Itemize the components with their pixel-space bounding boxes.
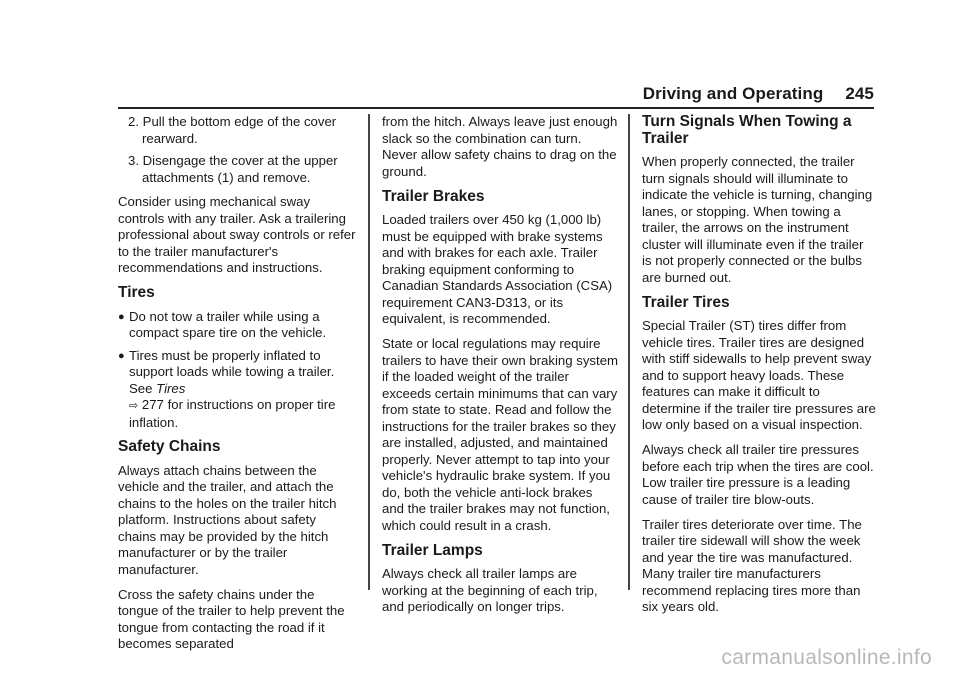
column-3 bbox=[642, 114, 876, 624]
page-reference-icon: ⇨ bbox=[129, 400, 139, 412]
column-2 bbox=[382, 114, 618, 624]
paragraph: Trailer tires deteriorate over time. The trailer tire sidewall will show the week and year the tire was manufactured. Many trailer tire manufacturers recommend replacing tires more than six years old. bbox=[642, 516, 862, 614]
paragraph: Always check all trailer lamps are working at the beginning of each trip, and periodically on longer trips. bbox=[382, 566, 598, 614]
section-heading: Trailer Lamps bbox=[382, 541, 483, 559]
paragraph: Always check all trailer tire pressures before each trip when the tires are cool. Low trailer tire pressure is a leading cause of trailer tire blow-outs. bbox=[642, 442, 874, 507]
list-item: 3. Disengage the cover at the upper attachments (1) and remove. bbox=[128, 153, 338, 185]
paragraph: Cross the safety chains under the tongue of the trailer to help prevent the tongue from contacting the road if it becomes separated bbox=[118, 586, 345, 651]
column-1 bbox=[118, 114, 356, 661]
page-number: 245 bbox=[845, 84, 874, 103]
section-heading: Turn Signals When Towing a Trailer bbox=[642, 113, 852, 147]
numbered-list bbox=[118, 114, 356, 186]
section-heading: Safety Chains bbox=[118, 438, 221, 455]
bullet-icon: ● bbox=[118, 310, 125, 323]
column-divider bbox=[628, 114, 630, 590]
paragraph: When properly connected, the trailer turn signals should will illuminate to indicate the vehicle is turning, changing lanes, or stopping. When towing a trailer, the arrows on the instrument cluster will illuminate even if the trailer is not properly connected or the bulbs are burned out. bbox=[642, 154, 873, 285]
cross-reference-link[interactable]: Tires bbox=[156, 380, 186, 396]
reference-page[interactable]: 277 bbox=[141, 397, 164, 412]
list-item: 2. Pull the bottom edge of the cover rearward. bbox=[128, 114, 337, 146]
paragraph: Consider using mechanical sway controls with any trailer. Ask a trailering professional about sway controls or refer to the trailer manufacturer's recommendations and instructions. bbox=[118, 194, 356, 275]
bullet-item bbox=[118, 348, 356, 432]
running-header bbox=[643, 84, 874, 104]
paragraph: Special Trailer (ST) tires differ from vehicle tires. Trailer tires are designed with stiff sidewalls to help prevent sway and to support heavy loads. These features can make it difficult to determine if the trailer tire pressures are low only based on a visual inspection. bbox=[642, 318, 876, 432]
header-rule bbox=[118, 107, 874, 109]
paragraph: Always attach chains between the vehicle and the trailer, and attach the chains to the holes on the trailer hitch platform. Instructions about safety chains may be provided by the hitch manufacturer or by the trailer manufacturer. bbox=[118, 462, 337, 577]
paragraph: Loaded trailers over 450 kg (1,000 lb) must be equipped with brake systems and with brakes for each axle. Trailer braking equipment conforming to Canadian Standards Association (CSA) requirement CAN3-D313, or its equivalent, is recommended. bbox=[382, 212, 613, 326]
section-heading: Tires bbox=[118, 284, 155, 301]
bullet-text: Tires must be properly inflated to support loads while towing a trailer. See Tires ⇨ 277 for instructions on proper tire inflation. bbox=[129, 347, 336, 430]
watermark: carmanualsonline.info bbox=[721, 646, 932, 669]
section-heading: Trailer Tires bbox=[642, 293, 730, 311]
paragraph: from the hitch. Always leave just enough slack so the combination can turn. Never allow safety chains to drag on the ground. bbox=[382, 114, 618, 179]
bullet-icon: ● bbox=[118, 349, 125, 362]
column-divider bbox=[368, 114, 370, 590]
section-title: Driving and Operating bbox=[642, 84, 824, 103]
section-heading: Trailer Brakes bbox=[382, 187, 485, 205]
paragraph: State or local regulations may require trailers to have their own braking system if the loaded weight of the trailer exceeds certain minimums that can vary from state to state. Read and follow the instructions for the trailer brakes so they are installed, adjusted, and maintained properly. Never attempt to tap into your vehicle's hydraulic brake system. If you do, both the vehicle anti-lock brakes and the trailer brakes may not function, which could result in a crash. bbox=[382, 336, 619, 533]
bullet-item bbox=[118, 309, 356, 342]
bullet-text: Do not tow a trailer while using a compact spare tire on the vehicle. bbox=[129, 308, 327, 340]
